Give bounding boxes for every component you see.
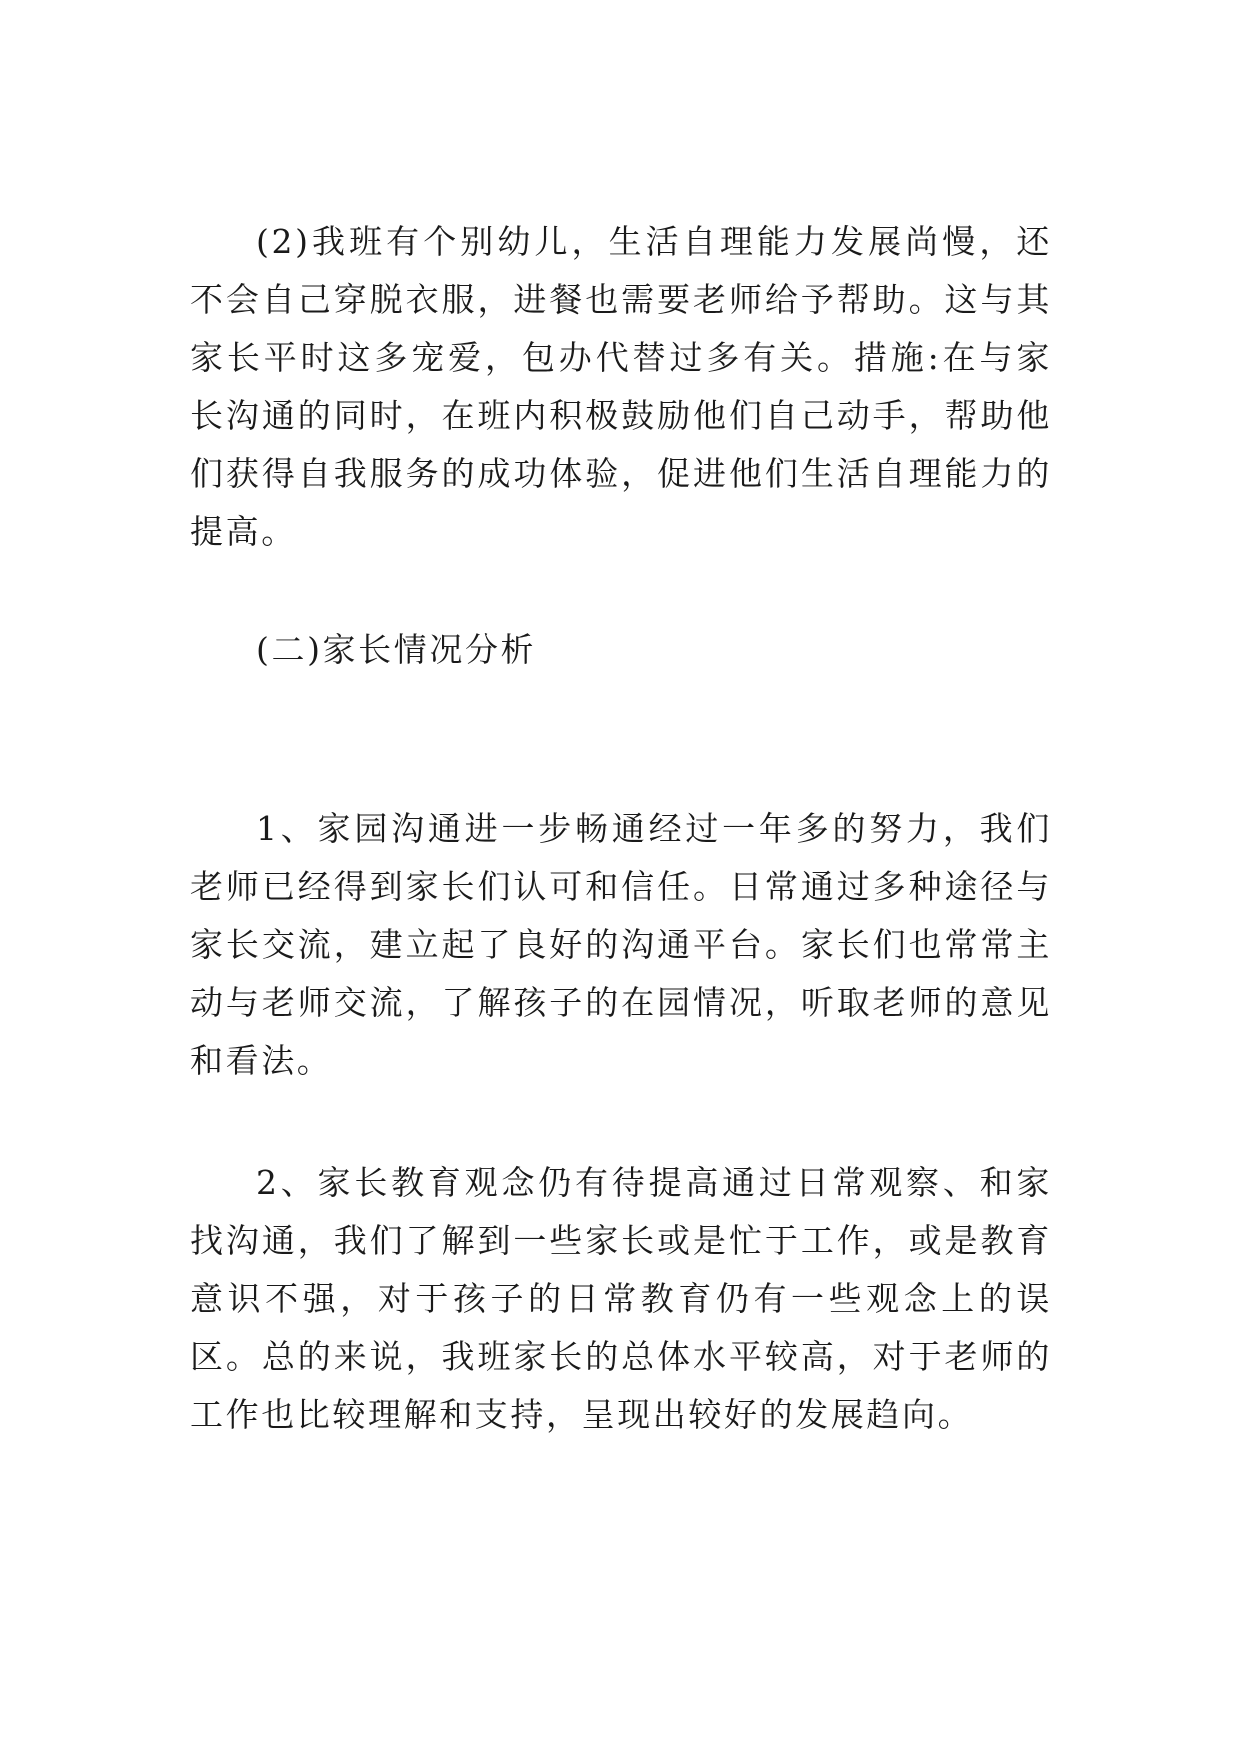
section-heading-parent-analysis: (二)家长情况分析 — [256, 630, 537, 669]
paragraph-parent-education-concepts: 2、家长教育观念仍有待提高通过日常观察、和家找沟通，我们了解到一些家长或是忙于工作，或是教育意识不强，对于孩子的日常教育仍有一些观念上的误区。总的来说，我班家长的总体水平较高，对于老师的工作也比较理解和支持，呈现出较好的发展趋向。 — [190, 1163, 1052, 1434]
paragraph-self-care: (2)我班有个别幼儿，生活自理能力发展尚慢，还不会自己穿脱衣服，进餐也需要老师给予帮助。这与其家长平时这多宠爱，包办代替过多有关。措施:在与家长沟通的同时，在班内积极鼓励他们自己动手，帮助他们获得自我服务的成功体验，促进他们生活自理能力的提高。 — [190, 222, 1052, 551]
paragraph-home-school-communication: 1、家园沟通进一步畅通经过一年多的努力，我们老师已经得到家长们认可和信任。日常通过多种途径与家长交流，建立起了良好的沟通平台。家长们也常常主动与老师交流，了解孩子的在园情况，听取老师的意见和看法。 — [190, 809, 1052, 1080]
